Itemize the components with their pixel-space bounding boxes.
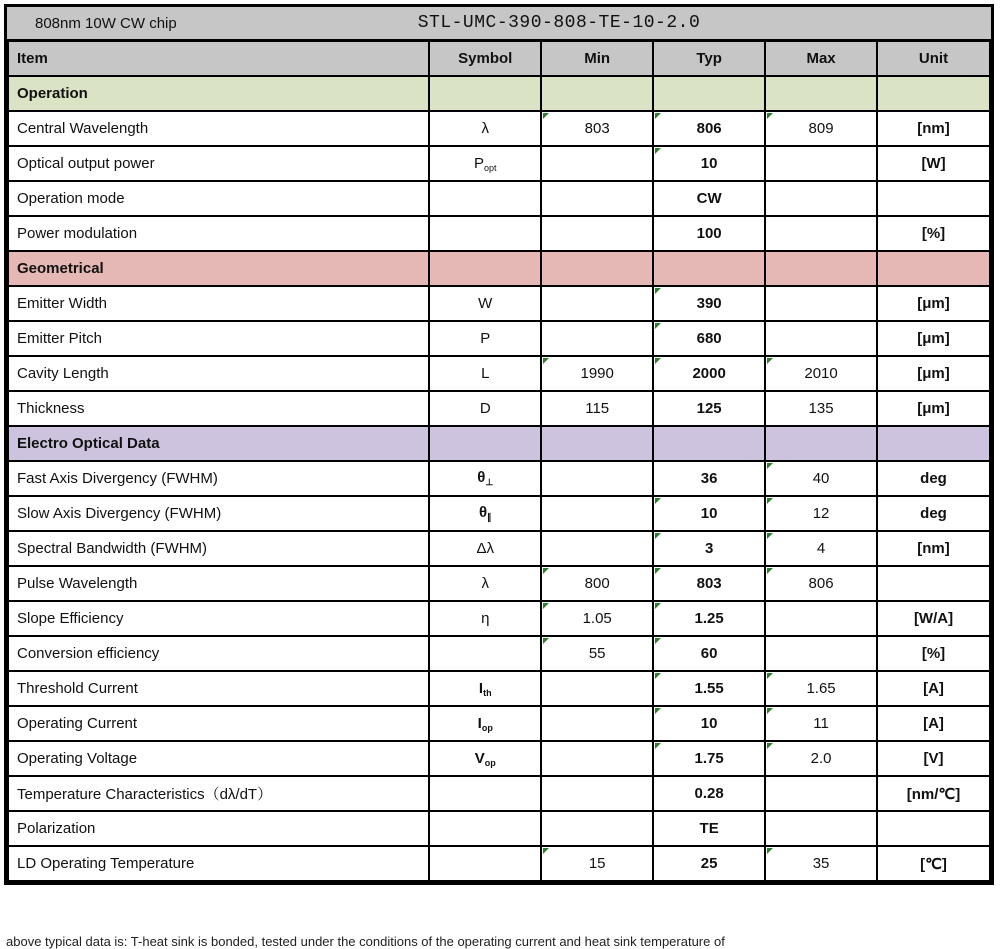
section-row <box>8 426 990 461</box>
spec-symbol-cell: $I_{th}$ <box>429 671 541 706</box>
cell-comment-marker <box>655 358 661 364</box>
section-cell <box>541 251 653 286</box>
spec-min-cell <box>541 671 653 706</box>
spec-item-cell: Operation mode <box>8 181 429 216</box>
column-header-typ: Typ <box>653 41 765 76</box>
spec-min-cell: 1.05 <box>541 601 653 636</box>
table-row <box>8 461 990 496</box>
spec-unit-cell: [nm] <box>877 531 990 566</box>
spec-typ-cell: 10 <box>653 706 765 741</box>
spec-symbol-cell <box>429 776 541 811</box>
spec-typ-cell: 10 <box>653 146 765 181</box>
column-header-max: Max <box>765 41 877 76</box>
spec-table <box>7 40 991 882</box>
spec-table-body <box>8 76 990 881</box>
spec-item-cell: Optical output power <box>8 146 429 181</box>
section-label: Geometrical <box>8 251 429 286</box>
spec-max-cell <box>765 181 877 216</box>
section-label: Electro Optical Data <box>8 426 429 461</box>
section-cell <box>653 76 765 111</box>
spec-min-cell: 800 <box>541 566 653 601</box>
spec-unit-cell: [V] <box>877 741 990 776</box>
cell-comment-marker <box>655 638 661 644</box>
spec-min-cell <box>541 811 653 846</box>
cell-comment-marker <box>543 568 549 574</box>
spec-max-cell: 4 <box>765 531 877 566</box>
spec-typ-cell: 806 <box>653 111 765 146</box>
footnote-text: above typical data is: T-heat sink is bonded, tested under the conditions of the operating current and heat sink temperature of <box>6 934 725 949</box>
spec-max-cell: 11 <box>765 706 877 741</box>
cell-comment-marker <box>767 848 773 854</box>
cell-comment-marker <box>655 673 661 679</box>
symbol-subscript: ∥ <box>487 512 492 522</box>
cell-comment-marker <box>767 358 773 364</box>
table-row <box>8 321 990 356</box>
spec-unit-cell <box>877 811 990 846</box>
section-cell <box>877 76 990 111</box>
symbol-subscript: op <box>481 722 493 733</box>
symbol-subscript: ⊥ <box>485 477 494 487</box>
spec-typ-cell: 3 <box>653 531 765 566</box>
spec-max-cell: 809 <box>765 111 877 146</box>
cell-comment-marker <box>767 708 773 714</box>
cell-comment-marker <box>767 498 773 504</box>
table-row <box>8 111 990 146</box>
section-cell <box>541 76 653 111</box>
spec-min-cell <box>541 741 653 776</box>
spec-symbol-cell <box>429 636 541 671</box>
table-frame <box>4 4 994 885</box>
section-row <box>8 76 990 111</box>
spec-item-cell: Polarization <box>8 811 429 846</box>
spec-max-cell <box>765 811 877 846</box>
spec-symbol-cell <box>429 846 541 881</box>
cell-comment-marker <box>655 323 661 329</box>
section-cell <box>877 426 990 461</box>
spec-typ-cell: 36 <box>653 461 765 496</box>
spec-unit-cell: deg <box>877 461 990 496</box>
spec-item-cell: Fast Axis Divergency (FWHM) <box>8 461 429 496</box>
cell-comment-marker <box>655 603 661 609</box>
cell-comment-marker <box>543 848 549 854</box>
spec-unit-cell <box>877 566 990 601</box>
symbol-subscript: op <box>484 757 496 768</box>
spec-symbol-cell: $\theta_\parallel$ <box>429 496 541 531</box>
spec-symbol-cell: Δλ <box>429 531 541 566</box>
spec-min-cell: 803 <box>541 111 653 146</box>
cell-comment-marker <box>655 568 661 574</box>
spec-symbol-cell: L <box>429 356 541 391</box>
spec-min-cell <box>541 496 653 531</box>
table-row <box>8 391 990 426</box>
spec-max-cell: 806 <box>765 566 877 601</box>
symbol-subscript: opt <box>484 162 497 173</box>
spec-item-cell: Spectral Bandwidth (FWHM) <box>8 531 429 566</box>
spec-unit-cell: [nm] <box>877 111 990 146</box>
spec-min-cell: 1990 <box>541 356 653 391</box>
section-label: Operation <box>8 76 429 111</box>
spec-item-cell: Temperature Characteristics（dλ/dT） <box>8 776 429 811</box>
spec-min-cell <box>541 286 653 321</box>
table-row <box>8 811 990 846</box>
spec-item-cell: Cavity Length <box>8 356 429 391</box>
spec-item-cell: Operating Current <box>8 706 429 741</box>
spec-symbol-cell: $P_{opt}$ <box>429 146 541 181</box>
spec-typ-cell: 2000 <box>653 356 765 391</box>
symbol-subscript: th <box>483 687 492 698</box>
spec-min-cell: 15 <box>541 846 653 881</box>
table-row <box>8 146 990 181</box>
spec-item-cell: Thickness <box>8 391 429 426</box>
column-header-unit: Unit <box>877 41 990 76</box>
spec-unit-cell: [μm] <box>877 321 990 356</box>
spec-max-cell: 40 <box>765 461 877 496</box>
spec-item-cell: Slow Axis Divergency (FWHM) <box>8 496 429 531</box>
spec-symbol-cell: $V_{op}$ <box>429 741 541 776</box>
spec-max-cell <box>765 146 877 181</box>
cell-comment-marker <box>655 708 661 714</box>
spec-max-cell: 135 <box>765 391 877 426</box>
table-row <box>8 566 990 601</box>
table-row <box>8 496 990 531</box>
spec-unit-cell: [μm] <box>877 391 990 426</box>
spec-symbol-cell: $\theta_\perp$ <box>429 461 541 496</box>
table-row <box>8 776 990 811</box>
cell-comment-marker <box>767 533 773 539</box>
spec-unit-cell <box>877 181 990 216</box>
section-cell <box>653 426 765 461</box>
cell-comment-marker <box>655 498 661 504</box>
spec-max-cell <box>765 776 877 811</box>
spec-item-cell: Conversion efficiency <box>8 636 429 671</box>
spec-item-cell: Slope Efficiency <box>8 601 429 636</box>
section-cell <box>429 426 541 461</box>
spec-max-cell: 2010 <box>765 356 877 391</box>
spec-typ-cell: CW <box>653 181 765 216</box>
cell-comment-marker <box>655 743 661 749</box>
spec-typ-cell: 10 <box>653 496 765 531</box>
section-cell <box>765 426 877 461</box>
cell-comment-marker <box>655 533 661 539</box>
spec-item-cell: Threshold Current <box>8 671 429 706</box>
spec-unit-cell: [℃] <box>877 846 990 881</box>
spec-unit-cell: [A] <box>877 706 990 741</box>
table-row <box>8 181 990 216</box>
section-cell <box>429 76 541 111</box>
cell-comment-marker <box>543 113 549 119</box>
cell-comment-marker <box>543 603 549 609</box>
table-row <box>8 741 990 776</box>
spec-min-cell <box>541 531 653 566</box>
spec-symbol-cell: λ <box>429 111 541 146</box>
spec-unit-cell: [W/A] <box>877 601 990 636</box>
cell-comment-marker <box>655 148 661 154</box>
spec-unit-cell: [μm] <box>877 356 990 391</box>
spec-item-cell: LD Operating Temperature <box>8 846 429 881</box>
spec-min-cell <box>541 706 653 741</box>
cell-comment-marker <box>655 288 661 294</box>
spec-min-cell <box>541 146 653 181</box>
spec-min-cell <box>541 181 653 216</box>
spec-typ-cell: 1.75 <box>653 741 765 776</box>
spec-typ-cell: 25 <box>653 846 765 881</box>
spec-symbol-cell: D <box>429 391 541 426</box>
spec-symbol-cell: W <box>429 286 541 321</box>
spec-item-cell: Power modulation <box>8 216 429 251</box>
spec-unit-cell: [W] <box>877 146 990 181</box>
spec-max-cell: 1.65 <box>765 671 877 706</box>
spec-item-cell: Emitter Pitch <box>8 321 429 356</box>
spec-max-cell <box>765 636 877 671</box>
section-cell <box>877 251 990 286</box>
spec-typ-cell: 0.28 <box>653 776 765 811</box>
table-row <box>8 356 990 391</box>
spec-item-cell: Central Wavelength <box>8 111 429 146</box>
header-row <box>8 41 990 76</box>
section-cell <box>541 426 653 461</box>
spec-typ-cell: 803 <box>653 566 765 601</box>
table-row <box>8 601 990 636</box>
section-cell <box>653 251 765 286</box>
cell-comment-marker <box>543 638 549 644</box>
spec-item-cell: Emitter Width <box>8 286 429 321</box>
spec-min-cell <box>541 776 653 811</box>
spec-symbol-cell <box>429 181 541 216</box>
spec-max-cell <box>765 601 877 636</box>
table-row <box>8 286 990 321</box>
spec-symbol-cell <box>429 216 541 251</box>
spec-symbol-cell: $I_{op}$ <box>429 706 541 741</box>
cell-comment-marker <box>767 113 773 119</box>
spec-typ-cell: 60 <box>653 636 765 671</box>
model-number: STL-UMC-390-808-TE-10-2.0 <box>417 13 701 33</box>
spec-max-cell <box>765 216 877 251</box>
spec-min-cell: 115 <box>541 391 653 426</box>
section-cell <box>429 251 541 286</box>
spec-typ-cell: 680 <box>653 321 765 356</box>
chip-title: 808nm 10W CW chip <box>35 14 177 32</box>
spec-typ-cell: 125 <box>653 391 765 426</box>
spec-typ-cell: 1.55 <box>653 671 765 706</box>
column-header-min: Min <box>541 41 653 76</box>
table-row <box>8 636 990 671</box>
spec-unit-cell: [%] <box>877 216 990 251</box>
column-header-item: Item <box>8 41 429 76</box>
spec-symbol-cell: P <box>429 321 541 356</box>
spec-min-cell <box>541 321 653 356</box>
table-row <box>8 671 990 706</box>
column-header-symbol: Symbol <box>429 41 541 76</box>
spec-typ-cell: 100 <box>653 216 765 251</box>
spec-unit-cell: [nm/℃] <box>877 776 990 811</box>
spec-max-cell <box>765 286 877 321</box>
spec-item-cell: Pulse Wavelength <box>8 566 429 601</box>
cell-comment-marker <box>767 568 773 574</box>
section-cell <box>765 76 877 111</box>
spec-typ-cell: 1.25 <box>653 601 765 636</box>
cell-comment-marker <box>655 113 661 119</box>
spec-item-cell: Operating Voltage <box>8 741 429 776</box>
spec-min-cell: 55 <box>541 636 653 671</box>
section-row <box>8 251 990 286</box>
title-bar <box>7 7 991 40</box>
spec-max-cell: 2.0 <box>765 741 877 776</box>
spec-max-cell <box>765 321 877 356</box>
spec-symbol-cell: λ <box>429 566 541 601</box>
spec-typ-cell: 390 <box>653 286 765 321</box>
spec-min-cell <box>541 461 653 496</box>
spec-symbol-cell <box>429 811 541 846</box>
table-row <box>8 216 990 251</box>
cell-comment-marker <box>767 463 773 469</box>
spec-min-cell <box>541 216 653 251</box>
spec-symbol-cell: η <box>429 601 541 636</box>
footnote <box>6 934 994 949</box>
spec-unit-cell: [μm] <box>877 286 990 321</box>
cell-comment-marker <box>767 673 773 679</box>
spec-max-cell: 35 <box>765 846 877 881</box>
cell-comment-marker <box>543 358 549 364</box>
table-row <box>8 846 990 881</box>
spec-typ-cell: TE <box>653 811 765 846</box>
section-cell <box>765 251 877 286</box>
spec-unit-cell: [%] <box>877 636 990 671</box>
spec-max-cell: 12 <box>765 496 877 531</box>
table-row <box>8 706 990 741</box>
table-row <box>8 531 990 566</box>
cell-comment-marker <box>767 743 773 749</box>
spec-unit-cell: [A] <box>877 671 990 706</box>
spec-unit-cell: deg <box>877 496 990 531</box>
